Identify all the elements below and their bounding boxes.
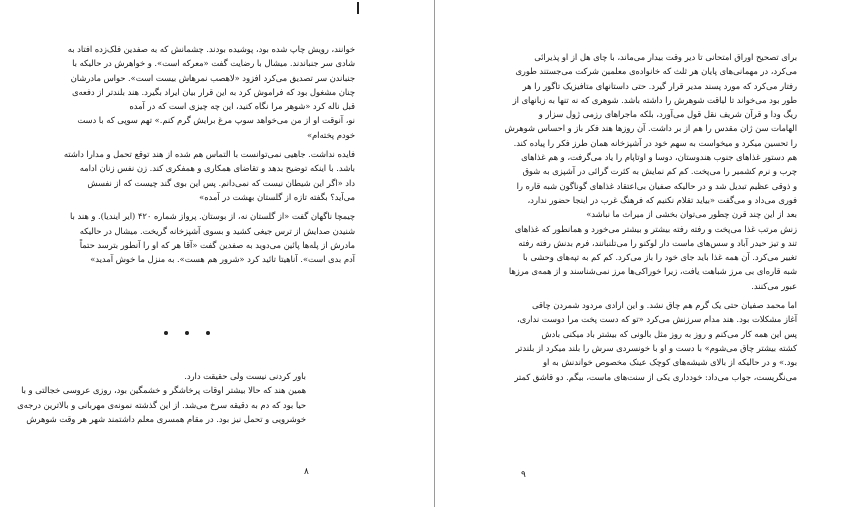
text-line: اما محمد صفیان حتی یک گرم هم چاق نشد. و این ارادی مردود شمردن چاقی (532, 300, 797, 311)
text-line: تغییر می‌کرد. آن همه غذا باید جای خود را باز می‌کرد. کم کم به تپه‌های وحشی با (522, 252, 797, 263)
text-line: باشد. با اینکه توضیح بدهد و تقاضای همکاری و همفکری کند. زن نفس زنان ادامه (79, 163, 355, 174)
text-line: شادی سر جنباندند. میشال با رضایت گفت «معرکه است». و خواهرش در حالیکه با (72, 58, 355, 69)
text-line: چرب و نرم کشمیر را می‌پخت. کم کم نمایش به کثرت گرائی در آشپزی به شوق (522, 166, 797, 177)
text-line: کشته بیشتر چاق می‌شوم» با دست و او با خونسردی سرش را بلند میکرد از بلندتر (515, 342, 797, 353)
text-line: فایده نداشت. جاهیی نمی‌توانست با التماس هم شده از هند توقع تحمل و مدارا داشته (63, 149, 355, 160)
text-line: می‌نگریست، جواب می‌داد: خودداری یکی از سنت‌های ماست، بیگم. دو قاشق کمتر (514, 371, 797, 382)
text-line: حیا بود که دم به دقیقه سرخ می‌شد. از این گذشته نمونه‌ی مهربانی و بالاترین درجه‌ی (17, 399, 306, 410)
text-line: چیمچا ناگهان گفت «از گلستان نه، از بوستان. پرواز شماره ۴۲۰ (ایر اینديا). و هند با (70, 211, 355, 222)
text-line: بعد از این چند قرن چطور می‌توان بخشی از میراث ما نباشد» (586, 209, 797, 220)
paragraph (516, 298, 797, 384)
paragraph (48, 147, 355, 204)
dot-ornament (206, 331, 210, 335)
text-line: الهامات سن ژان مقدس را هم از بر داشت. آن روزها هند فکر باز و احساس شوهرش (504, 123, 797, 134)
text-line: می‌کرد، در مهمانی‌های پایان هر ثلث که خانواده‌ی معلمین شرکت می‌جستند طوری (515, 66, 797, 77)
page-number: ۹ (521, 470, 526, 480)
text-line: برای تصحیح اوراق امتحانی تا دیر وقت بیدار می‌ماند، با چای هل از او پذیرائی (534, 52, 797, 62)
text-line: زنش مرتب غذا می‌پخت و رفته رفته بیشتر و بیشتر می‌خورد و همانطور که غذاهای (514, 223, 797, 234)
paragraph (516, 150, 797, 221)
text-line: داد «اگر این شیطان نیست که نمی‌دانم. پس این بوی گند چیست که از نفسش (87, 177, 355, 188)
paragraph (48, 209, 355, 266)
text-line: خودم پخته‌ام» (306, 129, 355, 140)
section-break-dots (164, 330, 210, 336)
text-line: ریگ ودا و قرآن شریف نقل قول می‌آورد، بلکه ماجراهای رزمی ژول سزار و (538, 109, 797, 120)
left-lower-text (17, 369, 306, 426)
text-line: رفتار می‌کرد که مورد پسند مدیر قرار گیرد. حتی داستانهای متافیزیک تاگور را هر (522, 80, 797, 91)
text-line: خوانند، رویش چاپ شده بود، پوشیده بودند. چشمانش که به صفدین فلک‌زده افتاد به (67, 44, 355, 54)
text-line: قبل ناله کرد «شوهر مرا نگاه کنید، این چه چیزی است که در آمده (129, 101, 355, 112)
paragraph (504, 50, 797, 150)
text-line: را تحسین میکرد و میخواست به سهم خود در آشپزخانه همان طرز فکر را پیاده کند. (513, 137, 797, 148)
text-line: آغاز مشکلات بود. هند مدام سرزنش می‌کرد «تو که دست پخت مرا دوست نداری، (516, 314, 797, 325)
text-line: و ذوقی عظیم تبدیل شد و در حالیکه صفیان بی‌اعتقاد غذاهای گوناگون شبه قاره را (516, 180, 797, 191)
text-line: نو، آنوقت او از من می‌خواهد سوپ مرغ برایش گرم کنم.» تهم سوپی که با دست (77, 115, 355, 126)
text-line: شنیدن صدایش از ترس جیغی کشید و بسوی آشپزخانه گریخت. میشال در حالیکه (79, 225, 355, 236)
page-number: ۸ (304, 467, 309, 477)
text-line: پس این همه کار می‌کنم و روز به روز مثل بالونی که بیشتر باد میکنی بادش (541, 328, 797, 339)
text-line: می‌آید؟ بگفته تازه از گلستان بهشت در آمده» (199, 191, 355, 202)
paragraph (48, 42, 355, 142)
text-line: بود.» و در حالیکه از بالای شیشه‌های کوچک عینک مخصوص خواندنش به او (543, 357, 797, 368)
text-line: فوری می‌داد و می‌گفت «بیاید تقلام نکنیم که فرهنگ غرب در اینجا حضور ندارد، (527, 194, 797, 205)
right-main-text (504, 50, 797, 384)
text-line: جنباندن سر تصدیق می‌کرد افزود «لاهصب نمرهاش بیست است». حواس مادرشان (70, 72, 355, 83)
text-line: هم دستور غذاهای جنوب هندوستان، دوسا و اوتاپام را یاد می‌گرفت، و هم غذاهای (521, 152, 797, 163)
text-line: چنان مشغول بود که فراموش کرد به این قرار بیان ایراد بگیرد. هند بلندتر از دفعه‌ی (71, 86, 355, 97)
text-line: طور بود می‌خواند تا لیاقت شوهرش را داشته باشد. شوهری که نه تنها به زبانهای از (512, 94, 797, 105)
text-line: همین هند که حالا بیشتر اوقات پرخاشگر و خشمگین بود، روزی عروسی خجالتی و با (21, 385, 306, 396)
text-line: مادرش از پله‌ها پائین می‌دوید به صفدین گفت «آقا هر که او را آنطور بترسد حتماً (79, 239, 355, 250)
right-page (435, 0, 852, 507)
text-line: عبور می‌کنند. (751, 280, 797, 291)
text-line: شبه قاره‌ای بی مرز شباهت یافت، زیرا خوراکی‌ها مرز نمی‌شناسند و از همه‌ی مرزها (508, 266, 797, 277)
text-line: باور کردنی نیست ولی حقیقت دارد. (184, 371, 306, 381)
left-upper-text (48, 42, 355, 266)
paragraph (508, 222, 797, 293)
text-line: آدم بدی است». آناهیتا تائید کرد «شرور هم هست». به منزل ما خوش آمدید» (90, 254, 355, 265)
text-line: خوشرویی و تحمل نیز بود. در مقام همسری معلم داشتمند شهر هر وقت شوهرش (26, 413, 306, 424)
text-line: تند و تیز حیدر آباد و سس‌های ماست دار لوکنو را می‌تلنبانند، فرم بدنش رفته رفته (518, 237, 797, 248)
dot-ornament (164, 331, 168, 335)
dot-ornament (185, 331, 189, 335)
